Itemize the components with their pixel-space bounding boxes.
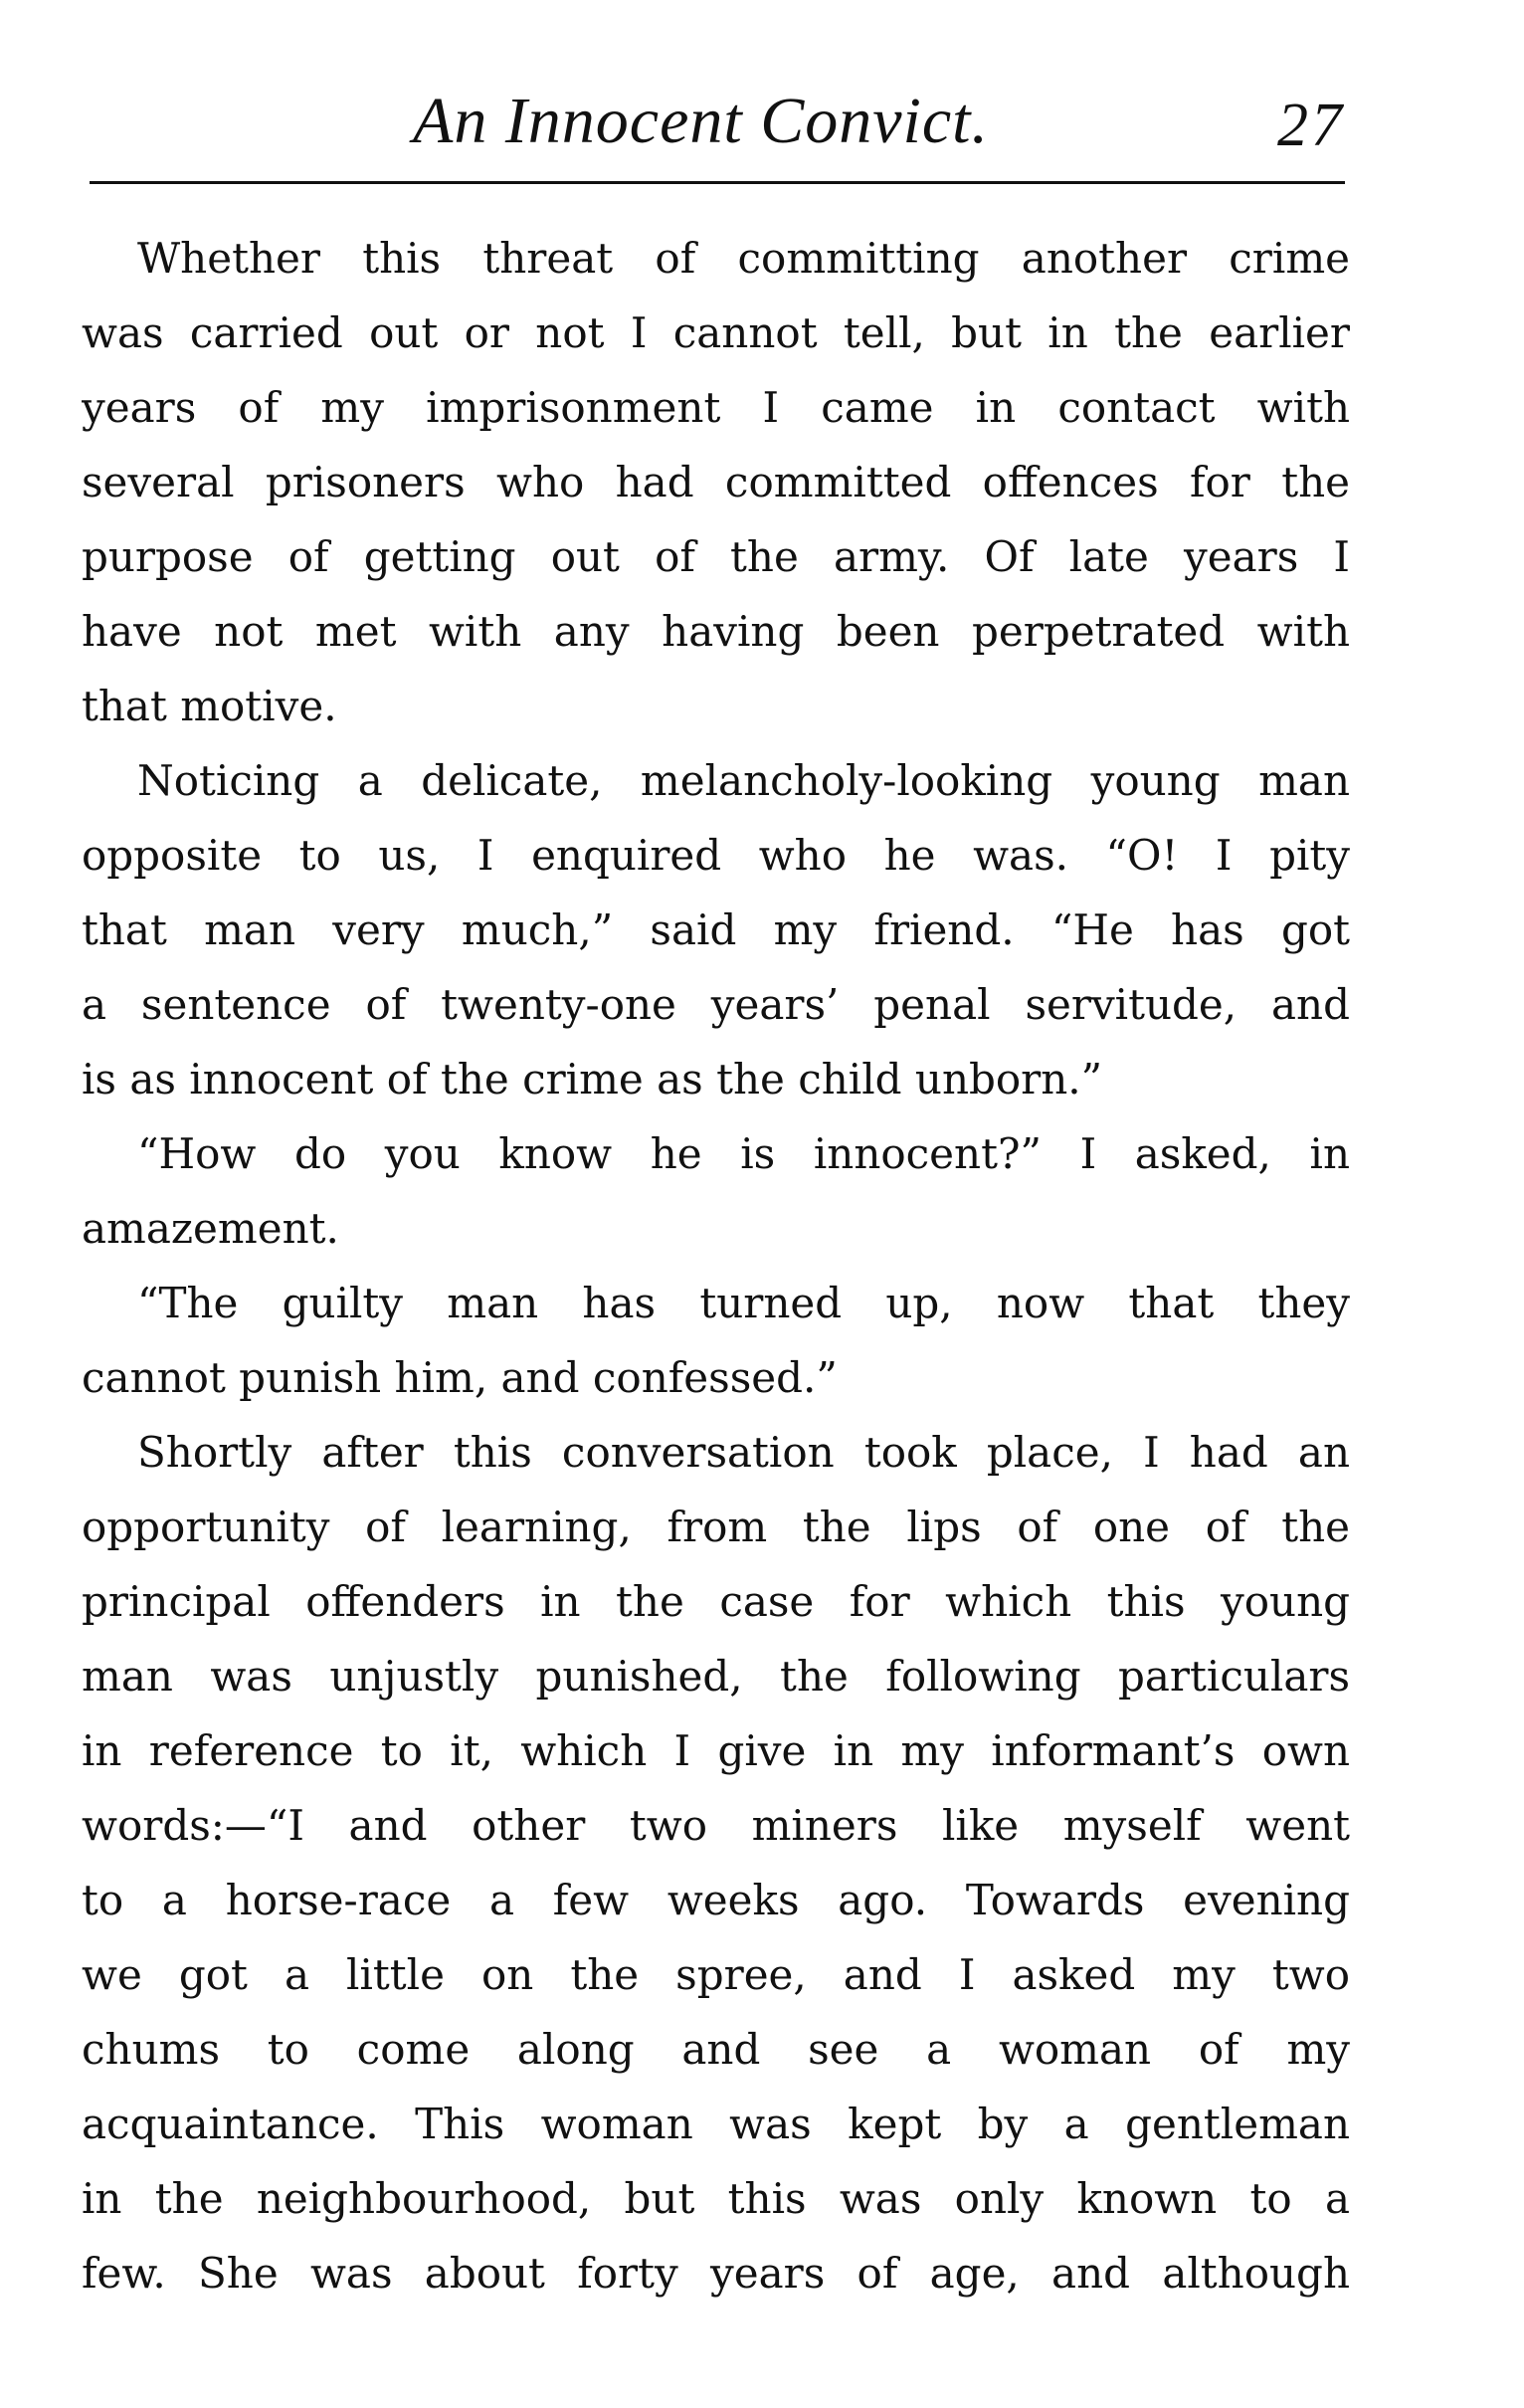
text-line: man was unjustly punished, the following particulars <box>82 1652 1350 1701</box>
text-line: in the neighbourhood, but this was only known to a <box>82 2174 1350 2223</box>
text-line: is as innocent of the crime as the child unborn.” <box>82 1055 1103 1104</box>
running-header <box>90 82 1355 161</box>
text-line: Shortly after this conversation took place, I had an <box>137 1428 1350 1477</box>
header-rule <box>90 181 1345 184</box>
text-line: in reference to it, which I give in my informant’s own <box>82 1726 1350 1775</box>
text-line: purpose of getting out of the army. Of late years I <box>82 532 1350 581</box>
text-line: we got a little on the spree, and I asked my two <box>82 1950 1350 1999</box>
text-line: Whether this threat of committing another crime <box>137 234 1350 283</box>
text-line: few. She was about forty years of age, and although <box>82 2249 1350 2298</box>
page-body <box>82 221 1350 2310</box>
text-line: a sentence of twenty-one years’ penal servitude, and <box>82 980 1350 1029</box>
text-line: opportunity of learning, from the lips of one of the <box>82 1503 1350 1551</box>
text-line: “The guilty man has turned up, now that they <box>137 1279 1350 1327</box>
text-line: opposite to us, I enquired who he was. “O! I pity <box>82 831 1350 880</box>
page-number: 27 <box>1277 92 1345 159</box>
text-line: chums to come along and see a woman of my <box>82 2025 1350 2074</box>
text-line: that motive. <box>82 682 337 730</box>
text-line: amazement. <box>82 1204 339 1253</box>
text-line: that man very much,” said my friend. “He has got <box>82 905 1350 954</box>
text-line: to a horse-race a few weeks ago. Towards evening <box>82 1876 1350 1924</box>
running-title: An Innocent Convict. <box>413 85 990 157</box>
text-line: principal offenders in the case for which this young <box>82 1577 1350 1626</box>
text-line: cannot punish him, and confessed.” <box>82 1353 838 1402</box>
text-line: have not met with any having been perpetrated with <box>82 607 1350 656</box>
text-line: acquaintance. This woman was kept by a gentleman <box>82 2100 1350 2148</box>
text-line: “How do you know he is innocent?” I asked, in <box>137 1129 1350 1178</box>
text-line: Noticing a delicate, melancholy-looking young man <box>137 756 1350 805</box>
text-line: years of my imprisonment I came in contact with <box>82 383 1350 432</box>
text-line: was carried out or not I cannot tell, but in the earlier <box>82 308 1350 357</box>
text-line: several prisoners who had committed offences for the <box>82 458 1350 506</box>
text-line: words:—“I and other two miners like myself went <box>82 1801 1350 1850</box>
